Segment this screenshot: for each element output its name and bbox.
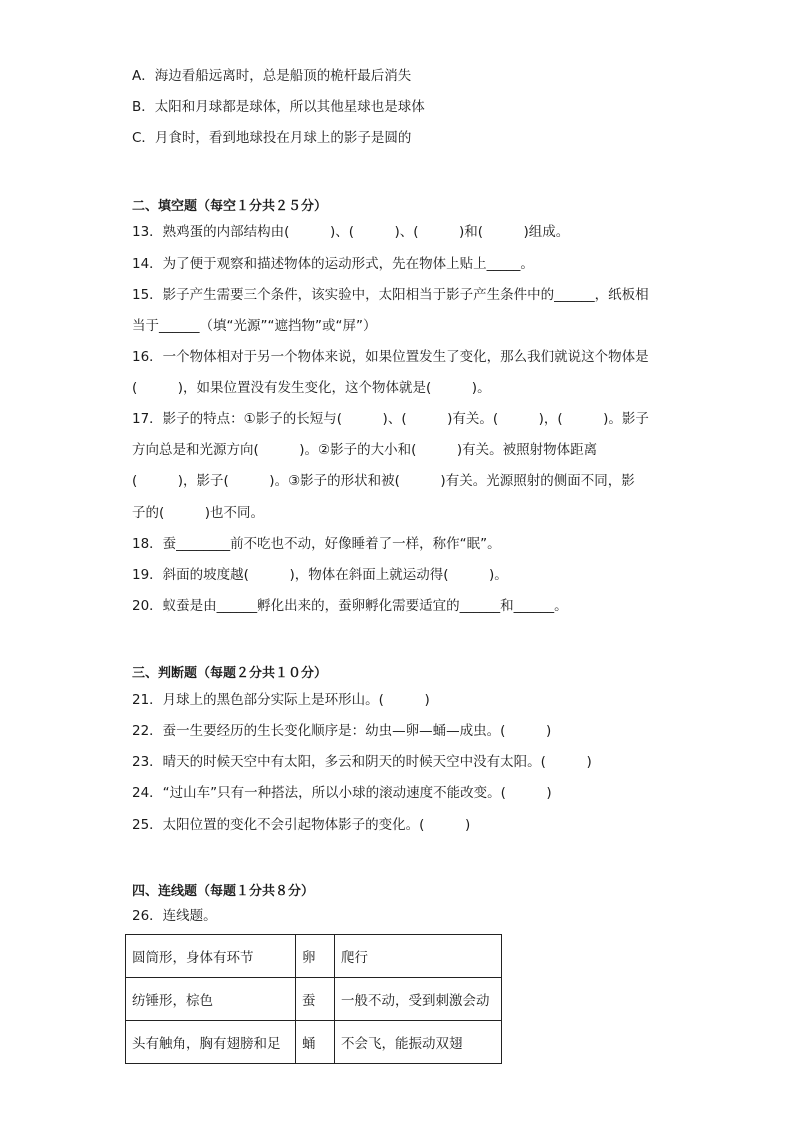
question-16-cont: ( )，如果位置没有发生变化，这个物体就是( )。 [132,380,491,396]
option-a: A．海边看船远离时，总是船顶的桅杆最后消失 [132,68,412,84]
question-13: 13．熟鸡蛋的内部结构由( )、( )、( )和( )组成。 [132,224,570,240]
question-17-cont-2: ( )，影子( )。③影子的形状和被( )有关。光源照射的侧面不同，影 [132,473,635,489]
question-16: 16．一个物体相对于另一个物体来说，如果位置发生了变化，那么我们就说这个物体是 [132,349,649,365]
table-row [126,978,502,1021]
table-row [126,1021,502,1064]
section-4-heading: 四、连线题（每题１分共８分） [132,884,315,899]
question-14: 14．为了便于观察和描述物体的运动形式，先在物体上贴上_____。 [132,256,534,272]
question-17: 17．影子的特点：①影子的长短与( )、( )有关。( )，( )。影子 [132,411,649,427]
question-25: 25．太阳位置的变化不会引起物体影子的变化。( ) [132,817,471,833]
table-cell: 纺锤形，棕色 [126,978,296,1021]
table-cell: 头有触角，胸有翅膀和足 [126,1021,296,1064]
table-cell: 圆筒形，身体有环节 [126,935,296,978]
question-20: 20．蚁蚕是由______孵化出来的，蚕卵孵化需要适宜的______和______。 [132,598,568,614]
question-15-cont: 当于______（填“光源”“遮挡物”或“屏”） [132,318,377,334]
table-cell: 卵 [296,935,335,978]
section-3-heading: 三、判断题（每题２分共１０分） [132,666,328,681]
option-b: B．太阳和月球都是球体，所以其他星球也是球体 [132,99,425,115]
question-22: 22．蚕一生要经历的生长变化顺序是：幼虫—卵—蛹—成虫。( ) [132,723,552,739]
table-cell: 一般不动，受到刺激会动 [335,978,502,1021]
table-cell: 不会飞，能振动双翅 [335,1021,502,1064]
table-cell: 蛹 [296,1021,335,1064]
question-17-cont-1: 方向总是和光源方向( )。②影子的大小和( )有关。被照射物体距离 [132,442,598,458]
table-cell: 爬行 [335,935,502,978]
question-18: 18．蚕________前不吃也不动，好像睡着了一样，称作“眠”。 [132,536,501,552]
section-2-heading: 二、填空题（每空１分共２５分） [132,199,328,214]
question-15: 15．影子产生需要三个条件，该实验中，太阳相当于影子产生条件中的______，纸板相 [132,287,649,303]
question-26: 26．连线题。 [132,908,217,924]
question-19: 19．斜面的坡度越( )，物体在斜面上就运动得( )。 [132,567,508,583]
question-23: 23．晴天的时候天空中有太阳，多云和阴天的时候天空中没有太阳。( ) [132,754,592,770]
matching-table [125,934,502,1064]
option-c: C．月食时，看到地球投在月球上的影子是圆的 [132,130,412,146]
table-row [126,935,502,978]
question-17-cont-3: 子的( )也不同。 [132,505,265,521]
question-24: 24．“过山车”只有一种搭法，所以小球的滚动速度不能改变。( ) [132,785,552,801]
question-21: 21．月球上的黑色部分实际上是环形山。( ) [132,692,430,708]
table-cell: 蚕 [296,978,335,1021]
